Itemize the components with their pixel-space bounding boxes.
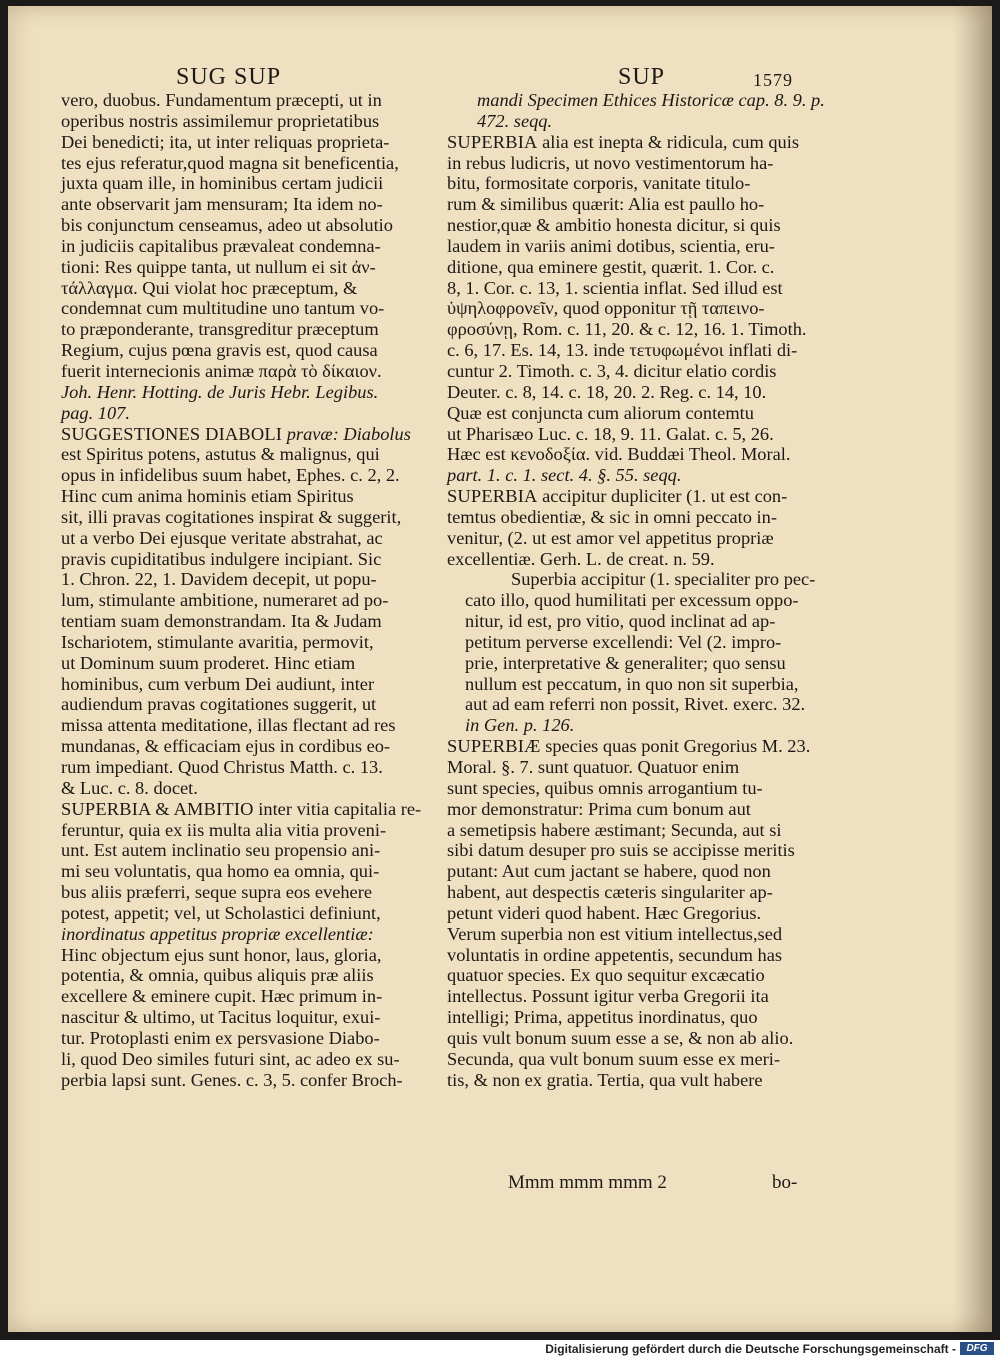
- signature-mark: Mmm mmm mmm 2: [508, 1172, 667, 1193]
- text-line: lum, stimulante ambitione, numeraret ad po-: [61, 590, 389, 611]
- text-line: Verum superbia non est vitium intellectus,sed: [447, 923, 783, 944]
- text-line: ὑψηλοφρονεῖν, quod opponitur τῇ ταπεινο-: [447, 298, 765, 319]
- text-line: rum & similibus quærit: Alia est paullo ho-: [447, 194, 765, 215]
- entry-superbia-ambitio: [61, 799, 437, 1091]
- text-line: habent, aut despectis cæteris singulariter ap-: [447, 882, 773, 903]
- text-line: hominibus, cum verbum Dei audiunt, inter: [61, 673, 375, 694]
- text-line: feruntur, quia ex iis multa alia vitia proveni-: [61, 819, 387, 840]
- text-line: potest, appetit; vel, ut Scholastici definiunt,: [61, 902, 381, 923]
- entry-suggestiones-diaboli: [61, 424, 437, 799]
- entry-superbia-dupliciter: [447, 486, 825, 569]
- text-line: operibus nostris assimilemur proprietatibus: [61, 110, 380, 131]
- text-line: nestior,quæ & ambitio honesta dicitur, si quis: [447, 215, 781, 236]
- text-line: in judiciis capitalibus prævaleat condemna-: [61, 235, 381, 256]
- text-line: petitum perverse excellendi: Vel (2. impro-: [465, 631, 782, 652]
- text-line: quatuor species. Ex quo sequitur excæcatio: [447, 965, 765, 986]
- text-line: temtus obedientiæ, & sic in omni peccato in-: [447, 506, 777, 527]
- entry-keyword: SUPERBIA: [447, 486, 538, 507]
- citation-line: mandi Specimen Ethices Historicæ cap. 8. 9. p.: [477, 90, 825, 110]
- text-line: perbia lapsi sunt. Genes. c. 3, 5. confer Broch-: [61, 1069, 403, 1090]
- text-line: mi seu voluntatis, qua homo ea omnia, qui-: [61, 861, 380, 882]
- text-line: bis conjunctum censeamus, adeo ut absolutio: [61, 215, 393, 236]
- text-line: τάλλαγμα. Qui violat hoc præceptum, &: [61, 277, 358, 298]
- text-line: mundanas, & efficaciam ejus in cordibus eo-: [61, 736, 391, 757]
- text-line: Moral. §. 7. sunt quatuor. Quatuor enim: [447, 757, 740, 777]
- text-line: ante observarit jam mensuram; Ita idem no-: [61, 194, 383, 215]
- citation-line: in Gen. p. 126.: [465, 715, 575, 736]
- text-line: Hinc objectum ejus sunt honor, laus, gloria,: [61, 944, 382, 965]
- text-line: potentia, & omnia, quibus aliquis præ aliis: [61, 965, 374, 986]
- text-line: vero, duobus. Fundamentum præcepti, ut in: [61, 90, 382, 110]
- entry-keyword: SUPERBIA & AMBITIO: [61, 798, 254, 819]
- catchword: bo-: [772, 1172, 798, 1193]
- text-line: intellectus. Possunt igitur verba Gregorii ita: [447, 986, 769, 1007]
- text-line: li, quod Deo similes futuri sint, ac adeo ex su-: [61, 1048, 400, 1069]
- text-line: putant: Aut cum jactant se habere, quod non: [447, 861, 771, 882]
- citation-line: Joh. Henr. Hotting. de Juris Hebr. Legibus.: [61, 381, 379, 402]
- text-line: to præponderante, transgreditur præceptum: [61, 319, 379, 340]
- right-column: [447, 90, 825, 1091]
- running-head-left: SUG SUP: [176, 64, 282, 90]
- footer-bar: [0, 1340, 1000, 1358]
- text-line: accipitur dupliciter (1. ut est con-: [542, 486, 788, 507]
- text-line: laudem in variis animi dotibus, scientia, eru-: [447, 235, 775, 256]
- text-line: Quæ est conjuncta cum aliorum contemtu: [447, 402, 754, 423]
- text-line: pravis cupiditatibus indulgere incipiant. Sic: [61, 548, 382, 569]
- paragraph-continuation: [61, 90, 437, 424]
- entry-keyword: SUGGESTIONES DIABOLI: [61, 423, 283, 444]
- text-line: nullum est peccatum, in quo non sit superbia,: [465, 673, 799, 694]
- text-line: 8, 1. Cor. c. 13, 1. scientia inflat. Sed illud est: [447, 277, 783, 298]
- text-line: unt. Est autem inclinatio seu propensio ani-: [61, 840, 381, 861]
- text-line: alia est inepta & ridicula, cum quis: [542, 131, 800, 152]
- text-line: cuntur 2. Timoth. c. 3, 4. dicitur elatio cordis: [447, 360, 777, 381]
- citation-line: part. 1. c. 1. sect. 4. §. 55. seqq.: [447, 465, 682, 486]
- text-line: cato illo, quod humilitati per excessum oppo-: [465, 590, 799, 611]
- text-line: aut ad eam referri non possit, Rivet. exerc. 32.: [465, 694, 806, 715]
- citation-line: pag. 107.: [61, 402, 130, 423]
- entry-keyword: SUPERBIA: [447, 131, 538, 152]
- entry-keyword: SUPERBIÆ: [447, 736, 541, 757]
- footer-credit: Digitalisierung gefördert durch die Deutsche Forschungsgemeinschaft -: [545, 1342, 956, 1356]
- text-line: sit, illi pravas cogitationes inspirat & suggerit,: [61, 506, 402, 527]
- text-line: opus in infidelibus suum habet, Ephes. c. 2, 2.: [61, 465, 400, 486]
- text-line: inordinatus appetitus propriæ excellentiæ:: [61, 923, 374, 944]
- text-line: tis, & non ex gratia. Tertia, qua vult habere: [447, 1069, 763, 1090]
- paragraph-superbia-accipitur: [447, 569, 825, 736]
- text-line: prie, interpretative & generaliter; quo sensu: [465, 652, 786, 673]
- entry-superbia-ineptia: [447, 132, 825, 486]
- text-line: tes ejus referatur,quod magna sit beneficentia,: [61, 152, 399, 173]
- text-line: rum impediant. Quod Christus Matth. c. 13.: [61, 757, 383, 777]
- text-line: Superbia accipitur (1. specialiter pro pec-: [511, 569, 816, 590]
- text-line: excellere & eminere cupit. Hæc primum in-: [61, 986, 383, 1007]
- text-line: voluntatis in ordine appetentis, secundum has: [447, 944, 783, 965]
- paragraph-continuation: [447, 90, 825, 132]
- text-line: pravæ: Diabolus: [286, 423, 411, 444]
- text-line: ut Pharisæo Luc. c. 18, 9. 11. Galat. c. 5, 26.: [447, 423, 774, 444]
- text-line: Deuter. c. 8, 14. c. 18, 20. 2. Reg. c. 14, 10.: [447, 381, 767, 402]
- text-line: juxta quam ille, in hominibus certam judicii: [61, 173, 384, 194]
- running-head-center: SUP: [618, 64, 666, 90]
- text-line: Secunda, qua vult bonum suum esse ex meri-: [447, 1048, 781, 1069]
- text-line: inter vitia capitalia re-: [258, 798, 422, 819]
- entry-superbiae-species: [447, 736, 825, 1090]
- text-line: φροσύνῃ, Rom. c. 11, 20. & c. 12, 16. 1. Timoth.: [447, 319, 807, 340]
- text-line: c. 6, 17. Es. 14, 13. inde τετυφωμένοι inflati di-: [447, 340, 798, 361]
- text-line: & Luc. c. 8. docet.: [61, 777, 198, 798]
- text-line: tioni: Res quippe tanta, ut nullum ei sit ἀν-: [61, 256, 376, 277]
- text-line: nitur, id est, pro vitio, quod inclinat ad ap-: [465, 611, 776, 632]
- text-line: Hinc cum anima hominis etiam Spiritus: [61, 486, 354, 507]
- text-line: condemnat cum multitudine uno tantum vo-: [61, 298, 385, 319]
- book-page: [8, 6, 992, 1332]
- text-line: bus aliis præferri, seque supra eos evehere: [61, 882, 372, 903]
- text-line: venitur, (2. ut est amor vel appetitus propriæ: [447, 527, 774, 548]
- text-line: nascitur & ultimo, ut Tacitus loquitur, exui-: [61, 1007, 381, 1028]
- text-line: Dei benedicti; ita, ut inter reliquas proprieta-: [61, 131, 390, 152]
- citation-line: 472. seqq.: [477, 110, 553, 131]
- text-line: tur. Protoplasti enim ex persvasione Diabo-: [61, 1027, 380, 1048]
- text-line: Ischariotem, stimulante avaritia, permovit,: [61, 631, 374, 652]
- text-line: fuerit internecionis animæ παρὰ τὸ δίκαιον.: [61, 360, 382, 381]
- text-line: Regium, cujus pœna gravis est, quod causa: [61, 340, 378, 361]
- text-line: excellentiæ. Gerh. L. de creat. n. 59.: [447, 548, 715, 569]
- text-line: species quas ponit Gregorius M. 23.: [545, 736, 811, 757]
- left-column: [61, 90, 437, 1091]
- text-line: sibi datum desuper pro suis se accipisse meritis: [447, 840, 795, 861]
- text-line: audiendum pravas cogitationes suggerit, ut: [61, 694, 377, 715]
- text-line: in rebus ludicris, ut novo vestimentorum ha-: [447, 152, 774, 173]
- page-number: 1579: [753, 70, 793, 90]
- text-line: mor demonstratur: Prima cum bonum aut: [447, 798, 751, 819]
- text-line: missa attenta meditatione, illas flectant ad res: [61, 715, 396, 736]
- text-line: ut Dominum suum proderet. Hinc etiam: [61, 652, 356, 673]
- dfg-logo-icon[interactable]: DFG: [960, 1342, 994, 1355]
- text-line: petunt videri quod habent. Hæc Gregorius.: [447, 902, 762, 923]
- text-line: est Spiritus potens, astutus & malignus, qui: [61, 444, 380, 465]
- text-line: bitu, formositate corporis, vanitate titulo-: [447, 173, 751, 194]
- text-line: Hæc est κενοδοξία. vid. Buddæi Theol. Moral.: [447, 444, 791, 465]
- text-line: ditione, qua eminere gestit, quærit. 1. Cor. c.: [447, 256, 775, 277]
- text-line: ut a verbo Dei ejusque veritate abstrahat, ac: [61, 527, 383, 548]
- text-line: quis vult bonum suum esse a se, & non ab alio.: [447, 1027, 794, 1048]
- text-line: 1. Chron. 22, 1. Davidem decepit, ut popu-: [61, 569, 377, 590]
- text-line: a semetipsis habere æstimant; Secunda, aut si: [447, 819, 782, 840]
- text-line: tentiam suam demonstrandam. Ita & Judam: [61, 611, 382, 632]
- text-line: intelligi; Prima, appetitus inordinatus, quo: [447, 1007, 758, 1028]
- text-line: sunt species, quibus omnis arrogantium tu-: [447, 777, 763, 798]
